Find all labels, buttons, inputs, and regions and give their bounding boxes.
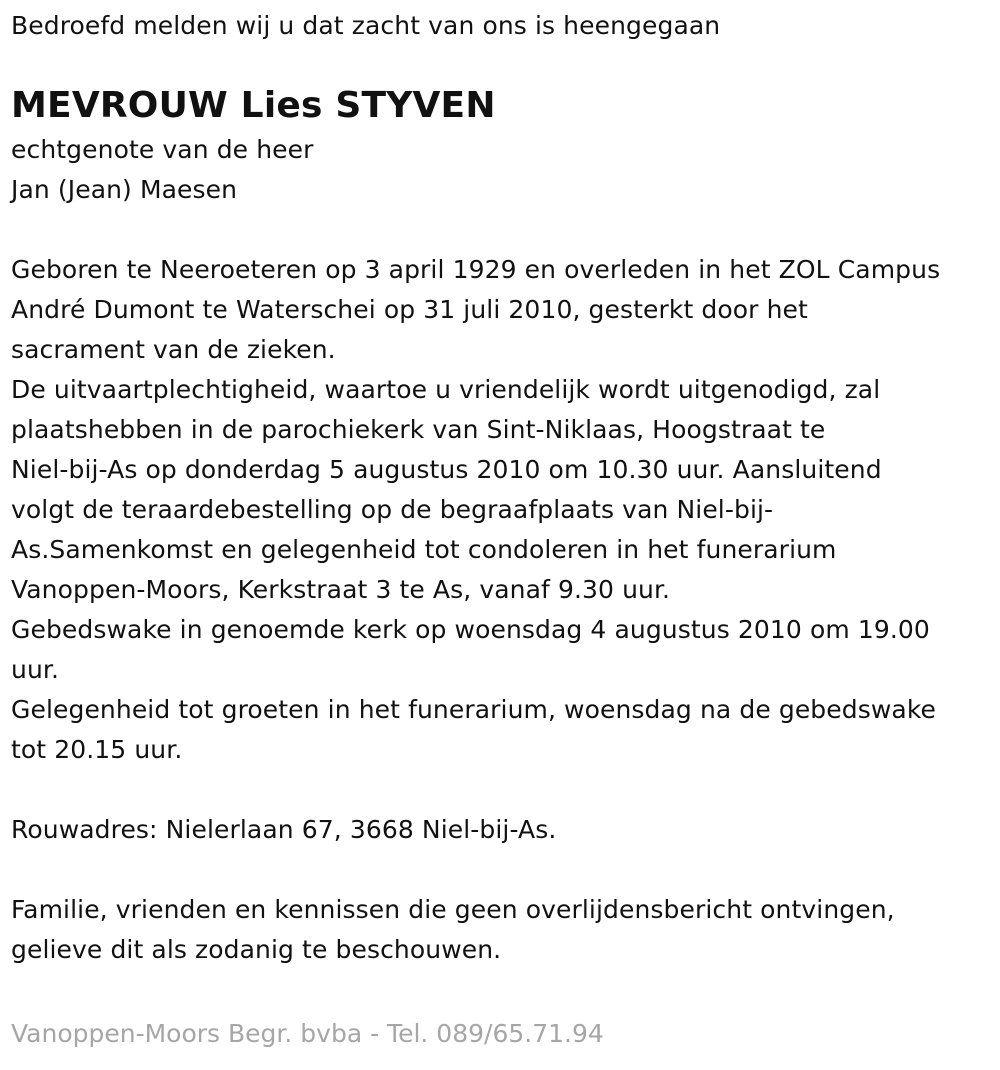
body-line: Geboren te Neeroeteren op 3 april 1929 en overleden in het ZOL Campus: [11, 255, 941, 284]
spouse-name: Jan (Jean) Maesen: [11, 175, 238, 204]
body-line: plaatshebben in de parochiekerk van Sint-Niklaas, Hoogstraat te: [11, 415, 826, 444]
body-line: Vanoppen-Moors, Kerkstraat 3 te As, vanaf 9.30 uur.: [11, 575, 671, 604]
spacer: [11, 210, 990, 250]
closing-text: [11, 890, 990, 970]
body-line: sacrament van de zieken.: [11, 335, 336, 364]
body-line: De uitvaartplechtigheid, waartoe u vriendelijk wordt uitgenodigd, zal: [11, 375, 881, 404]
body-line: Niel-bij-As op donderdag 5 augustus 2010 om 10.30 uur. Aansluitend: [11, 455, 882, 484]
spacer: [11, 850, 990, 890]
body-line: tot 20.15 uur.: [11, 735, 183, 764]
body-line: uur.: [11, 655, 60, 684]
body-line: André Dumont te Waterschei op 31 juli 2010, gesterkt door het: [11, 295, 808, 324]
spouse-line: echtgenote van de heer: [11, 135, 314, 164]
body-line: Gebedswake in genoemde kerk op woensdag 4 augustus 2010 om 19.00: [11, 615, 930, 644]
funeral-home-footer: Vanoppen-Moors Begr. bvba - Tel. 089/65.71.94: [11, 1019, 604, 1048]
spacer: [11, 770, 990, 810]
closing-line: gelieve dit als zodanig te beschouwen.: [11, 935, 502, 964]
deceased-name: MEVROUW Lies STYVEN: [11, 85, 496, 126]
closing-line: Familie, vrienden en kennissen die geen overlijdensbericht ontvingen,: [11, 895, 895, 924]
body-line: Gelegenheid tot groeten in het funerarium, woensdag na de gebedswake: [11, 695, 936, 724]
mourning-address: Rouwadres: Nielerlaan 67, 3668 Niel-bij-As.: [11, 815, 557, 844]
obituary-body: [11, 250, 990, 770]
body-line: volgt de teraardebestelling op de begraafplaats van Niel-bij-: [11, 495, 774, 524]
body-line: As.Samenkomst en gelegenheid tot condoleren in het funerarium: [11, 535, 837, 564]
intro-text: Bedroefd melden wij u dat zacht van ons is heengegaan: [11, 11, 721, 40]
